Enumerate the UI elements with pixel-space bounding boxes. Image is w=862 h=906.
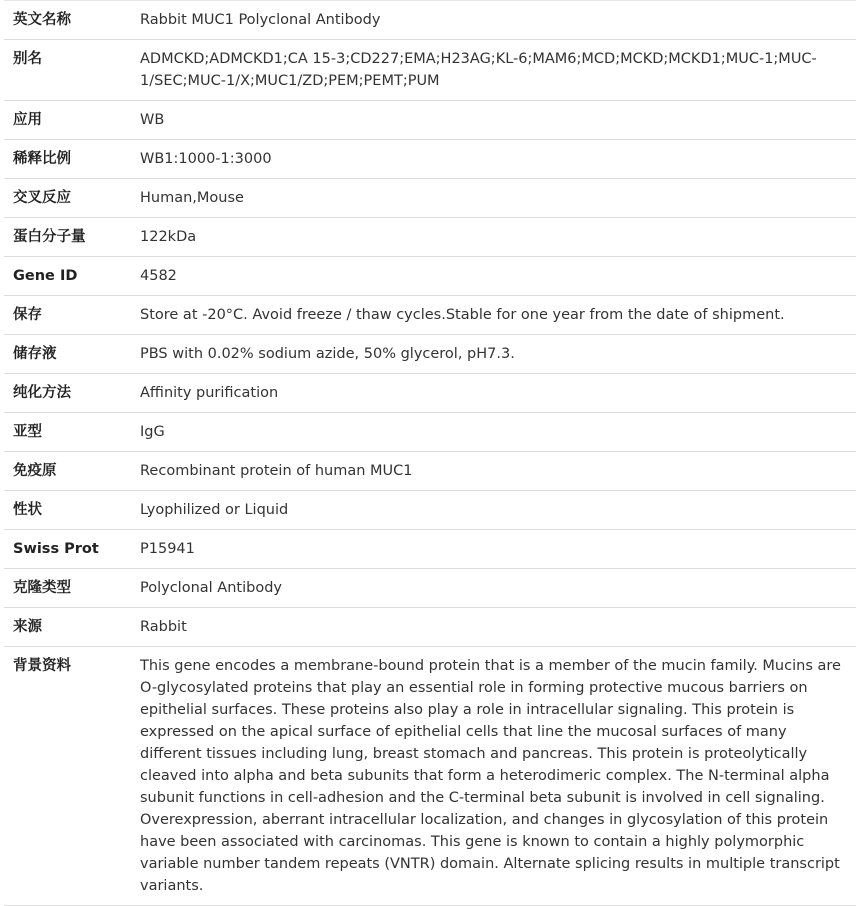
spec-key: 英文名称 (4, 1, 133, 40)
spec-row (4, 179, 856, 218)
spec-key: 纯化方法 (4, 374, 133, 413)
spec-row (4, 101, 856, 140)
spec-key: Swiss Prot (4, 530, 133, 569)
spec-value: P15941 (133, 530, 856, 569)
spec-value: Affinity purification (133, 374, 856, 413)
spec-key: 储存液 (4, 335, 133, 374)
spec-key: Gene ID (4, 257, 133, 296)
spec-row (4, 40, 856, 101)
spec-value: Polyclonal Antibody (133, 569, 856, 608)
spec-row (4, 608, 856, 647)
spec-value: WB (133, 101, 856, 140)
spec-value: ADMCKD;ADMCKD1;CA 15-3;CD227;EMA;H23AG;KL-6;MAM6;MCD;MCKD;MCKD1;MUC-1;MUC-1/SEC;MUC-1/X;MUC1/ZD;PEM;PEMT;PUM (133, 40, 856, 101)
spec-key: 应用 (4, 101, 133, 140)
spec-row (4, 335, 856, 374)
spec-value: 122kDa (133, 218, 856, 257)
spec-value: Rabbit (133, 608, 856, 647)
product-spec-table (4, 0, 856, 906)
spec-value: 4582 (133, 257, 856, 296)
spec-value: Human,Mouse (133, 179, 856, 218)
spec-key: 克隆类型 (4, 569, 133, 608)
spec-row (4, 452, 856, 491)
spec-key: 亚型 (4, 413, 133, 452)
spec-value: Store at -20°C. Avoid freeze / thaw cycles.Stable for one year from the date of shipment. (133, 296, 856, 335)
spec-value: Rabbit MUC1 Polyclonal Antibody (133, 1, 856, 40)
spec-value: Recombinant protein of human MUC1 (133, 452, 856, 491)
spec-row (4, 374, 856, 413)
spec-value: This gene encodes a membrane-bound protein that is a member of the mucin family. Mucins are O-glycosylated proteins that play an essential role in forming protective mucous barriers on epithelial surfaces. These proteins also play a role in intracellular signaling. This protein is expressed on the apical surface of epithelial cells that line the mucosal surfaces of many different tissues including lung, breast stomach and pancreas. This protein is proteolytically cleaved into alpha and beta subunits that form a heterodimeric complex. The N-terminal alpha subunit functions in cell-adhesion and the C-terminal beta subunit is involved in cell signaling. Overexpression, aberrant intracellular localization, and changes in glycosylation of this protein have been associated with carcinomas. This gene is known to contain a highly polymorphic variable number tandem repeats (VNTR) domain. Alternate splicing results in multiple transcript variants. (133, 647, 856, 906)
spec-value: Lyophilized or Liquid (133, 491, 856, 530)
spec-row (4, 296, 856, 335)
spec-row (4, 1, 856, 40)
spec-row (4, 140, 856, 179)
spec-key: 蛋白分子量 (4, 218, 133, 257)
spec-key: 性状 (4, 491, 133, 530)
spec-key: 背景资料 (4, 647, 133, 906)
spec-row (4, 530, 856, 569)
spec-key: 保存 (4, 296, 133, 335)
spec-key: 免疫原 (4, 452, 133, 491)
spec-row (4, 413, 856, 452)
spec-key: 别名 (4, 40, 133, 101)
spec-row (4, 257, 856, 296)
spec-key: 来源 (4, 608, 133, 647)
spec-row (4, 218, 856, 257)
spec-value: PBS with 0.02% sodium azide, 50% glycerol, pH7.3. (133, 335, 856, 374)
spec-row (4, 647, 856, 906)
spec-value: IgG (133, 413, 856, 452)
spec-key: 交叉反应 (4, 179, 133, 218)
spec-value: WB1:1000-1:3000 (133, 140, 856, 179)
spec-row (4, 569, 856, 608)
spec-row (4, 491, 856, 530)
spec-key: 稀释比例 (4, 140, 133, 179)
